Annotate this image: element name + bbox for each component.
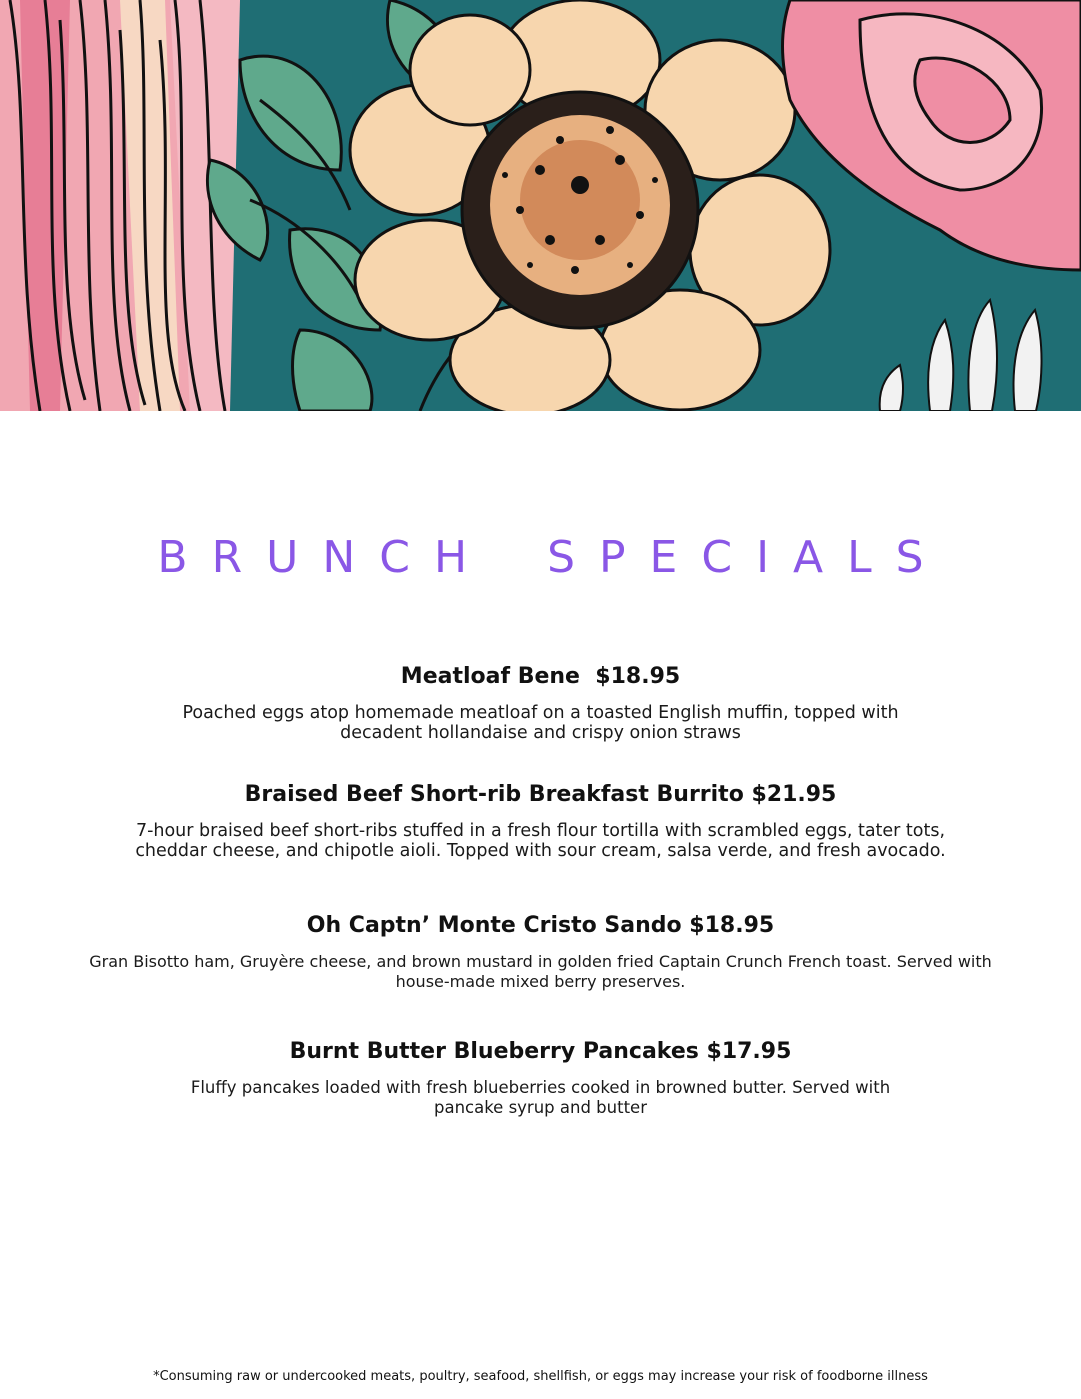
menu-item-monte-cristo xyxy=(0,913,1081,992)
menu-item-name: Meatloaf Bene $18.95 xyxy=(400,664,681,689)
menu-item-name: Oh Captn’ Monte Cristo Sando $18.95 xyxy=(306,913,775,938)
menu-item-name: Braised Beef Short-rib Breakfast Burrito $21.95 xyxy=(244,782,837,807)
menu-item-blueberry-pancakes xyxy=(0,1039,1081,1118)
food-safety-footnote: *Consuming raw or undercooked meats, poultry, seafood, shellfish, or eggs may increase your risk of foodborne illness xyxy=(153,1369,928,1384)
menu-item-description: Poached eggs atop homemade meatloaf on a toasted English muffin, topped with decadent hollandaise and crispy onion straws xyxy=(182,703,899,743)
menu-item-name: Burnt Butter Blueberry Pancakes $17.95 xyxy=(289,1039,792,1064)
menu-item-description: Gran Bisotto ham, Gruyère cheese, and brown mustard in golden fried Captain Crunch French toast. Served with house-made mixed berry preserves. xyxy=(89,952,992,991)
menu-title: BRUNCH SPECIALS xyxy=(157,532,948,583)
menu-item-meatloaf-bene xyxy=(0,664,1081,743)
menu-item-breakfast-burrito xyxy=(0,782,1081,861)
menu-item-description: 7-hour braised beef short-ribs stuffed in a fresh flour tortilla with scrambled eggs, tater tots, cheddar cheese, and chipotle aioli. Topped with sour cream, salsa verde, and fresh avocado. xyxy=(135,821,946,861)
menu-item-description: Fluffy pancakes loaded with fresh blueberries cooked in browned butter. Served with pancake syrup and butter xyxy=(190,1078,891,1117)
floral-banner-image xyxy=(0,0,1081,411)
